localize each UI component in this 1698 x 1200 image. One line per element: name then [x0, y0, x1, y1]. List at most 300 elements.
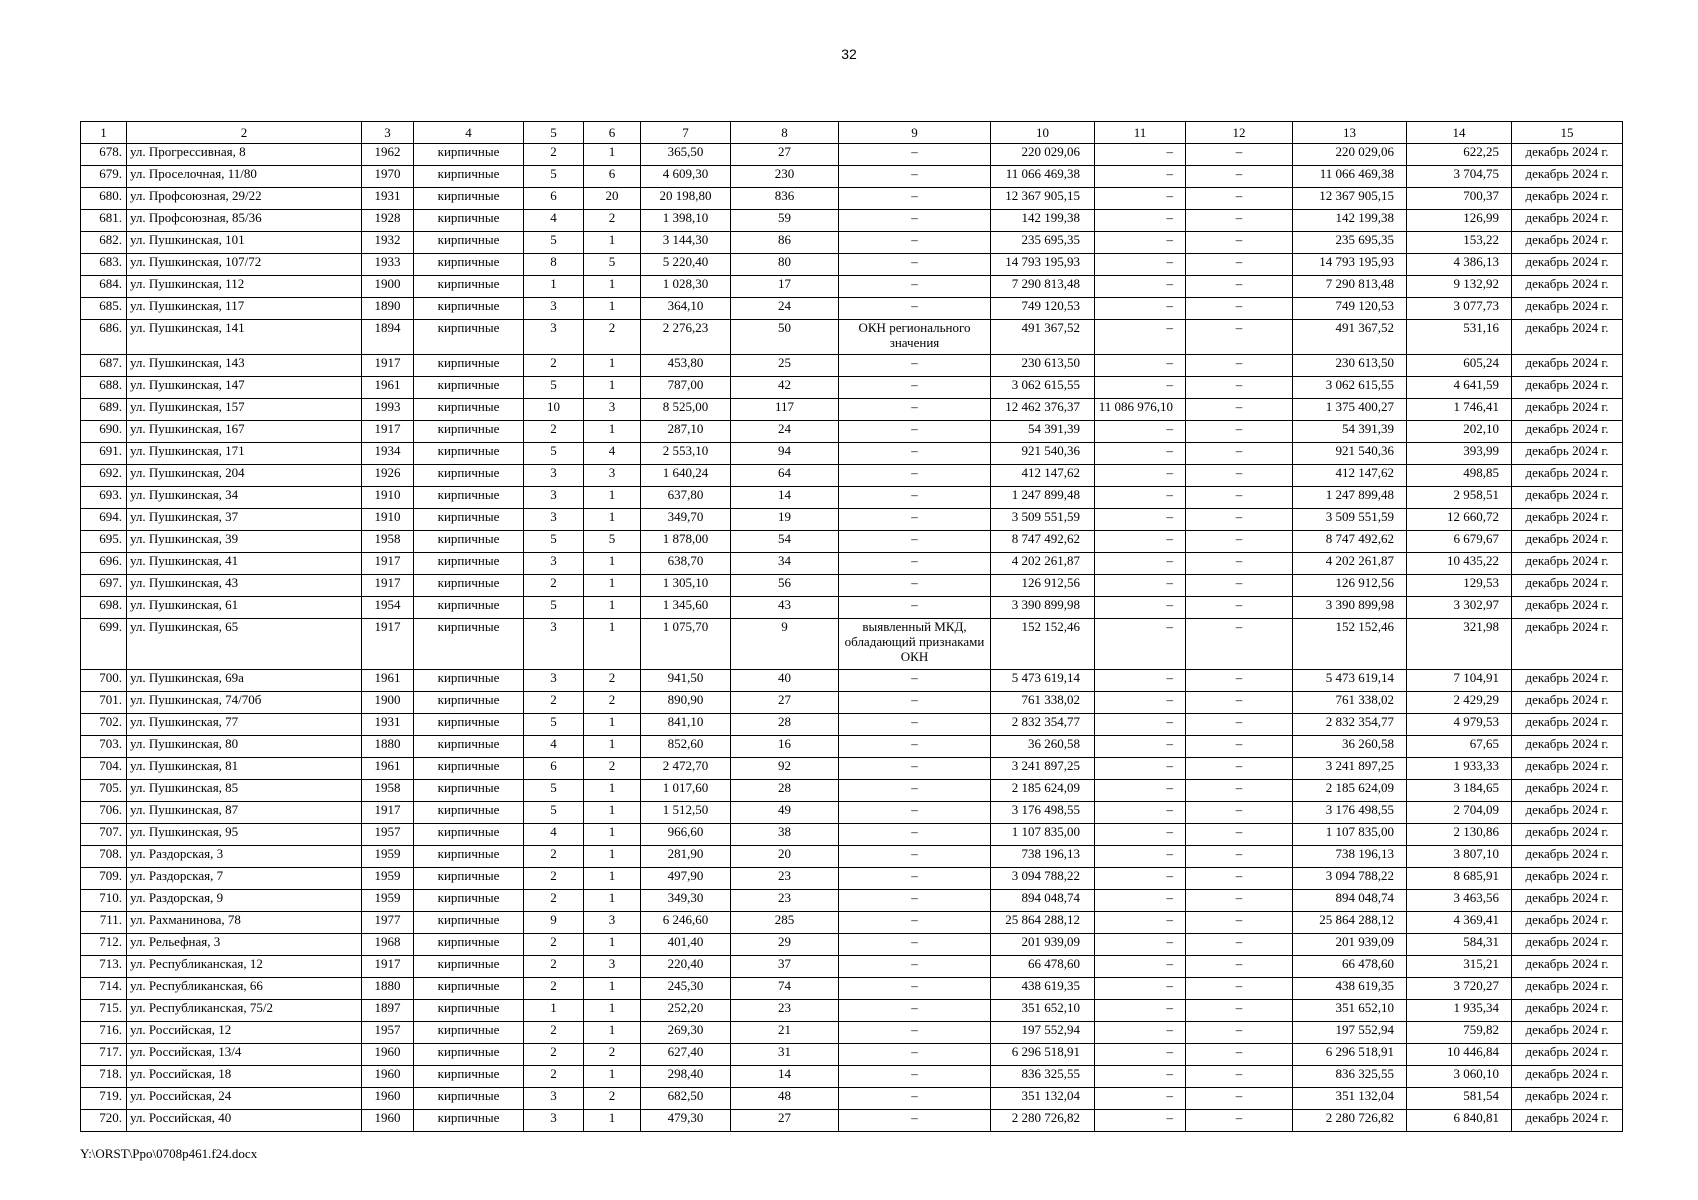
table-cell: 1917: [362, 802, 414, 824]
column-header: 9: [839, 122, 991, 144]
table-cell: 10 446,84: [1407, 1044, 1512, 1066]
table-cell: 1 345,60: [641, 597, 731, 619]
table-cell: 34: [731, 553, 839, 575]
table-cell: –: [1186, 912, 1293, 934]
table-cell: кирпичные: [414, 144, 524, 166]
table-cell: –: [1095, 276, 1186, 298]
table-cell: 37: [731, 956, 839, 978]
table-cell: –: [839, 188, 991, 210]
table-cell: 719.: [81, 1088, 127, 1110]
table-cell: 152 152,46: [991, 619, 1095, 670]
table-cell: ул. Республиканская, 12: [127, 956, 362, 978]
table-cell: кирпичные: [414, 978, 524, 1000]
table-cell: –: [1095, 443, 1186, 465]
table-cell: ул. Пушкинская, 34: [127, 487, 362, 509]
table-cell: –: [1186, 487, 1293, 509]
table-cell: –: [839, 144, 991, 166]
table-cell: 298,40: [641, 1066, 731, 1088]
table-cell: 638,70: [641, 553, 731, 575]
table-cell: 16: [731, 736, 839, 758]
table-row: [81, 1110, 1623, 1132]
table-cell: –: [839, 377, 991, 399]
table-cell: –: [839, 912, 991, 934]
table-cell: 5 473 619,14: [1293, 670, 1407, 692]
table-cell: 20: [731, 846, 839, 868]
table-cell: 738 196,13: [991, 846, 1095, 868]
table-cell: 717.: [81, 1044, 127, 1066]
table-cell: –: [1095, 1000, 1186, 1022]
table-cell: 605,24: [1407, 355, 1512, 377]
table-cell: 50: [731, 320, 839, 355]
table-cell: 694.: [81, 509, 127, 531]
table-cell: 1 028,30: [641, 276, 731, 298]
table-cell: 4: [524, 824, 584, 846]
table-cell: 27: [731, 692, 839, 714]
table-cell: –: [1186, 531, 1293, 553]
table-cell: –: [839, 846, 991, 868]
table-cell: –: [1186, 320, 1293, 355]
table-cell: 285: [731, 912, 839, 934]
table-cell: 4: [524, 210, 584, 232]
table-cell: декабрь 2024 г.: [1512, 890, 1623, 912]
table-cell: кирпичные: [414, 298, 524, 320]
table-cell: –: [1095, 298, 1186, 320]
table-cell: 28: [731, 714, 839, 736]
table-cell: ул. Раздорская, 3: [127, 846, 362, 868]
table-cell: 3 094 788,22: [991, 868, 1095, 890]
table-cell: 20 198,80: [641, 188, 731, 210]
table-cell: кирпичные: [414, 758, 524, 780]
table-cell: 5: [584, 531, 641, 553]
table-cell: –: [839, 824, 991, 846]
table-cell: 43: [731, 597, 839, 619]
table-cell: 11 066 469,38: [1293, 166, 1407, 188]
table-cell: –: [1095, 846, 1186, 868]
table-cell: 25 864 288,12: [991, 912, 1095, 934]
table-cell: декабрь 2024 г.: [1512, 232, 1623, 254]
table-cell: декабрь 2024 г.: [1512, 934, 1623, 956]
table-cell: декабрь 2024 г.: [1512, 1066, 1623, 1088]
table-cell: –: [1186, 824, 1293, 846]
table-cell: 36 260,58: [991, 736, 1095, 758]
table-cell: декабрь 2024 г.: [1512, 1088, 1623, 1110]
table-cell: 2 429,29: [1407, 692, 1512, 714]
table-cell: 287,10: [641, 421, 731, 443]
column-header: 5: [524, 122, 584, 144]
table-cell: 3 062 615,55: [991, 377, 1095, 399]
table-cell: ул. Пушкинская, 77: [127, 714, 362, 736]
table-cell: 6 679,67: [1407, 531, 1512, 553]
table-cell: 2: [524, 355, 584, 377]
table-cell: 714.: [81, 978, 127, 1000]
table-cell: 491 367,52: [991, 320, 1095, 355]
table-cell: 6 296 518,91: [1293, 1044, 1407, 1066]
table-cell: 10 435,22: [1407, 553, 1512, 575]
table-cell: 3: [584, 465, 641, 487]
table-cell: 1960: [362, 1110, 414, 1132]
table-cell: 19: [731, 509, 839, 531]
table-cell: 1 107 835,00: [1293, 824, 1407, 846]
table-cell: –: [1095, 619, 1186, 670]
table-cell: декабрь 2024 г.: [1512, 1000, 1623, 1022]
table-cell: кирпичные: [414, 355, 524, 377]
table-cell: ул. Пушкинская, 87: [127, 802, 362, 824]
table-cell: 23: [731, 890, 839, 912]
table-cell: декабрь 2024 г.: [1512, 320, 1623, 355]
table-cell: 701.: [81, 692, 127, 714]
table-cell: декабрь 2024 г.: [1512, 276, 1623, 298]
table-cell: кирпичные: [414, 802, 524, 824]
table-row: [81, 890, 1623, 912]
table-cell: 3 062 615,55: [1293, 377, 1407, 399]
table-cell: 315,21: [1407, 956, 1512, 978]
table-row: [81, 714, 1623, 736]
table-cell: ул. Пушкинская, 81: [127, 758, 362, 780]
table-cell: кирпичные: [414, 1088, 524, 1110]
table-cell: 12 367 905,15: [1293, 188, 1407, 210]
table-cell: кирпичные: [414, 714, 524, 736]
table-row: [81, 320, 1623, 355]
table-cell: кирпичные: [414, 254, 524, 276]
table-cell: 1: [584, 509, 641, 531]
table-cell: 1961: [362, 377, 414, 399]
table-cell: –: [839, 575, 991, 597]
table-cell: 1959: [362, 890, 414, 912]
table-cell: –: [839, 1000, 991, 1022]
table-cell: декабрь 2024 г.: [1512, 824, 1623, 846]
table-cell: 4 979,53: [1407, 714, 1512, 736]
table-body: [81, 144, 1623, 1132]
table-cell: 584,31: [1407, 934, 1512, 956]
table-cell: –: [839, 276, 991, 298]
table-cell: ул. Пушкинская, 204: [127, 465, 362, 487]
table-cell: 2: [524, 575, 584, 597]
table-cell: 201 939,09: [991, 934, 1095, 956]
table-cell: 3: [524, 320, 584, 355]
table-cell: –: [839, 443, 991, 465]
table-cell: 699.: [81, 619, 127, 670]
table-cell: 25 864 288,12: [1293, 912, 1407, 934]
table-cell: 5: [524, 714, 584, 736]
table-row: [81, 377, 1623, 399]
table-cell: кирпичные: [414, 465, 524, 487]
table-cell: декабрь 2024 г.: [1512, 377, 1623, 399]
table-cell: –: [1095, 934, 1186, 956]
table-cell: 479,30: [641, 1110, 731, 1132]
table-cell: ул. Пушкинская, 65: [127, 619, 362, 670]
table-cell: 5: [524, 166, 584, 188]
table-cell: –: [1186, 276, 1293, 298]
table-cell: 202,10: [1407, 421, 1512, 443]
table-cell: –: [839, 868, 991, 890]
table-cell: кирпичные: [414, 575, 524, 597]
table-row: [81, 956, 1623, 978]
table-cell: 1 375 400,27: [1293, 399, 1407, 421]
table-cell: 836: [731, 188, 839, 210]
table-cell: 1960: [362, 1044, 414, 1066]
table-cell: –: [1095, 509, 1186, 531]
table-cell: выявленный МКД, обладающий признаками ОКН: [839, 619, 991, 670]
table-cell: –: [1186, 1088, 1293, 1110]
table-cell: 1: [584, 1022, 641, 1044]
table-cell: 679.: [81, 166, 127, 188]
table-cell: декабрь 2024 г.: [1512, 421, 1623, 443]
table-cell: –: [1186, 736, 1293, 758]
table-cell: 235 695,35: [1293, 232, 1407, 254]
table-cell: 3 176 498,55: [991, 802, 1095, 824]
table-cell: 697.: [81, 575, 127, 597]
table-cell: –: [839, 978, 991, 1000]
table-cell: кирпичные: [414, 912, 524, 934]
table-cell: 622,25: [1407, 144, 1512, 166]
table-cell: декабрь 2024 г.: [1512, 619, 1623, 670]
table-cell: 1: [584, 736, 641, 758]
table-cell: кирпичные: [414, 824, 524, 846]
table-cell: кирпичные: [414, 780, 524, 802]
table-cell: 1: [584, 421, 641, 443]
table-cell: кирпичные: [414, 188, 524, 210]
table-row: [81, 1066, 1623, 1088]
table-cell: 28: [731, 780, 839, 802]
table-cell: 24: [731, 298, 839, 320]
table-row: [81, 1044, 1623, 1066]
table-cell: ул. Пушкинская, 85: [127, 780, 362, 802]
table-cell: 2 704,09: [1407, 802, 1512, 824]
table-cell: 67,65: [1407, 736, 1512, 758]
table-cell: 54 391,39: [991, 421, 1095, 443]
table-cell: декабрь 2024 г.: [1512, 692, 1623, 714]
table-row: [81, 298, 1623, 320]
column-header: 6: [584, 122, 641, 144]
table-cell: 581,54: [1407, 1088, 1512, 1110]
table-cell: 6: [524, 758, 584, 780]
table-cell: 4 386,13: [1407, 254, 1512, 276]
table-cell: 1894: [362, 320, 414, 355]
table-cell: 9 132,92: [1407, 276, 1512, 298]
table-cell: 1: [584, 1066, 641, 1088]
table-cell: 1917: [362, 575, 414, 597]
table-row: [81, 487, 1623, 509]
table-cell: 715.: [81, 1000, 127, 1022]
table-cell: 941,50: [641, 670, 731, 692]
table-cell: 1: [584, 934, 641, 956]
table-cell: 680.: [81, 188, 127, 210]
table-cell: –: [839, 597, 991, 619]
table-cell: –: [1095, 144, 1186, 166]
table-cell: 7 104,91: [1407, 670, 1512, 692]
table-cell: 201 939,09: [1293, 934, 1407, 956]
table-cell: 1880: [362, 978, 414, 1000]
table-cell: 2: [524, 692, 584, 714]
table-cell: 74: [731, 978, 839, 1000]
table-cell: декабрь 2024 г.: [1512, 978, 1623, 1000]
table-cell: –: [839, 553, 991, 575]
table-cell: 681.: [81, 210, 127, 232]
column-header: 14: [1407, 122, 1512, 144]
table-cell: 1957: [362, 1022, 414, 1044]
table-cell: –: [1186, 619, 1293, 670]
table-cell: –: [1095, 912, 1186, 934]
table-cell: 710.: [81, 890, 127, 912]
table-cell: –: [1095, 780, 1186, 802]
table-cell: 1977: [362, 912, 414, 934]
table-cell: 684.: [81, 276, 127, 298]
table-cell: –: [1095, 597, 1186, 619]
table-cell: 59: [731, 210, 839, 232]
table-cell: кирпичные: [414, 553, 524, 575]
table-cell: декабрь 2024 г.: [1512, 254, 1623, 276]
table-cell: кирпичные: [414, 1066, 524, 1088]
table-cell: 3: [524, 487, 584, 509]
table-cell: 3 241 897,25: [991, 758, 1095, 780]
table-cell: 1960: [362, 1088, 414, 1110]
table-cell: 2: [524, 421, 584, 443]
table-cell: 3 060,10: [1407, 1066, 1512, 1088]
table-row: [81, 421, 1623, 443]
table-cell: 687.: [81, 355, 127, 377]
table-cell: ул. Республиканская, 66: [127, 978, 362, 1000]
table-cell: –: [1186, 692, 1293, 714]
table-cell: 1: [584, 377, 641, 399]
table-cell: 3 390 899,98: [1293, 597, 1407, 619]
table-cell: 707.: [81, 824, 127, 846]
table-cell: –: [1186, 956, 1293, 978]
table-cell: 713.: [81, 956, 127, 978]
table-cell: 3 144,30: [641, 232, 731, 254]
table-row: [81, 210, 1623, 232]
table-cell: 3: [524, 1110, 584, 1132]
table-cell: 2 472,70: [641, 758, 731, 780]
table-cell: кирпичные: [414, 399, 524, 421]
table-cell: 14: [731, 1066, 839, 1088]
table-cell: ул. Российская, 12: [127, 1022, 362, 1044]
table-cell: декабрь 2024 г.: [1512, 912, 1623, 934]
table-cell: ул. Пушкинская, 39: [127, 531, 362, 553]
table-cell: 2: [584, 692, 641, 714]
table-cell: 2: [524, 1066, 584, 1088]
table-cell: 1: [584, 824, 641, 846]
table-cell: 1: [584, 487, 641, 509]
table-cell: 836 325,55: [1293, 1066, 1407, 1088]
table-cell: 836 325,55: [991, 1066, 1095, 1088]
table-cell: 3: [524, 1088, 584, 1110]
table-row: [81, 276, 1623, 298]
table-row: [81, 846, 1623, 868]
column-header: 11: [1095, 122, 1186, 144]
table-cell: 3: [524, 298, 584, 320]
table-cell: 80: [731, 254, 839, 276]
table-cell: –: [1095, 736, 1186, 758]
table-cell: 1 107 835,00: [991, 824, 1095, 846]
column-header: 15: [1512, 122, 1623, 144]
table-cell: 1: [584, 1000, 641, 1022]
table-cell: 4: [584, 443, 641, 465]
table-row: [81, 1088, 1623, 1110]
table-cell: –: [1186, 868, 1293, 890]
table-cell: 686.: [81, 320, 127, 355]
table-cell: декабрь 2024 г.: [1512, 758, 1623, 780]
table-cell: ОКН регионального значения: [839, 320, 991, 355]
table-cell: 1917: [362, 619, 414, 670]
table-cell: 1910: [362, 509, 414, 531]
table-cell: 1: [584, 298, 641, 320]
table-cell: 3: [584, 399, 641, 421]
table-cell: 1933: [362, 254, 414, 276]
table-cell: 1: [584, 575, 641, 597]
table-cell: –: [839, 465, 991, 487]
table-cell: 349,70: [641, 509, 731, 531]
table-cell: 1: [584, 978, 641, 1000]
table-cell: 709.: [81, 868, 127, 890]
table-cell: 66 478,60: [991, 956, 1095, 978]
table-cell: 230 613,50: [991, 355, 1095, 377]
table-cell: 1958: [362, 780, 414, 802]
table-cell: 8 525,00: [641, 399, 731, 421]
table-cell: 4 609,30: [641, 166, 731, 188]
table-cell: 682.: [81, 232, 127, 254]
table-cell: ул. Пушкинская, 61: [127, 597, 362, 619]
table-cell: кирпичные: [414, 320, 524, 355]
table-row: [81, 232, 1623, 254]
table-cell: –: [1095, 487, 1186, 509]
table-cell: 126 912,56: [991, 575, 1095, 597]
table-cell: 7 290 813,48: [1293, 276, 1407, 298]
table-cell: –: [839, 1088, 991, 1110]
table-cell: 4 641,59: [1407, 377, 1512, 399]
table-cell: 4 202 261,87: [1293, 553, 1407, 575]
table-cell: 153,22: [1407, 232, 1512, 254]
table-cell: 1931: [362, 714, 414, 736]
table-cell: 23: [731, 868, 839, 890]
table-cell: 197 552,94: [991, 1022, 1095, 1044]
table-cell: 1: [584, 780, 641, 802]
table-cell: 2: [524, 934, 584, 956]
table-cell: 5: [524, 780, 584, 802]
table-cell: 1961: [362, 758, 414, 780]
table-cell: 1959: [362, 868, 414, 890]
table-cell: 54: [731, 531, 839, 553]
table-cell: 1: [524, 276, 584, 298]
table-cell: 703.: [81, 736, 127, 758]
table-cell: 126,99: [1407, 210, 1512, 232]
table-cell: 1 512,50: [641, 802, 731, 824]
table-cell: –: [839, 934, 991, 956]
table-cell: 1910: [362, 487, 414, 509]
table-row: [81, 692, 1623, 714]
table-cell: 2: [524, 956, 584, 978]
table-cell: 2 832 354,77: [1293, 714, 1407, 736]
table-cell: ул. Пушкинская, 117: [127, 298, 362, 320]
table-row: [81, 670, 1623, 692]
table-cell: –: [839, 1022, 991, 1044]
table-cell: –: [839, 758, 991, 780]
table-cell: 230: [731, 166, 839, 188]
table-cell: ул. Пушкинская, 37: [127, 509, 362, 531]
table-row: [81, 912, 1623, 934]
table-cell: кирпичные: [414, 443, 524, 465]
table-cell: –: [1186, 1044, 1293, 1066]
table-cell: –: [1095, 1088, 1186, 1110]
table-cell: 2: [524, 868, 584, 890]
table-cell: 749 120,53: [991, 298, 1095, 320]
table-cell: 152 152,46: [1293, 619, 1407, 670]
table-cell: декабрь 2024 г.: [1512, 780, 1623, 802]
table-cell: 393,99: [1407, 443, 1512, 465]
table-cell: 682,50: [641, 1088, 731, 1110]
table-cell: 1 933,33: [1407, 758, 1512, 780]
table-cell: –: [1095, 465, 1186, 487]
table-cell: кирпичные: [414, 619, 524, 670]
